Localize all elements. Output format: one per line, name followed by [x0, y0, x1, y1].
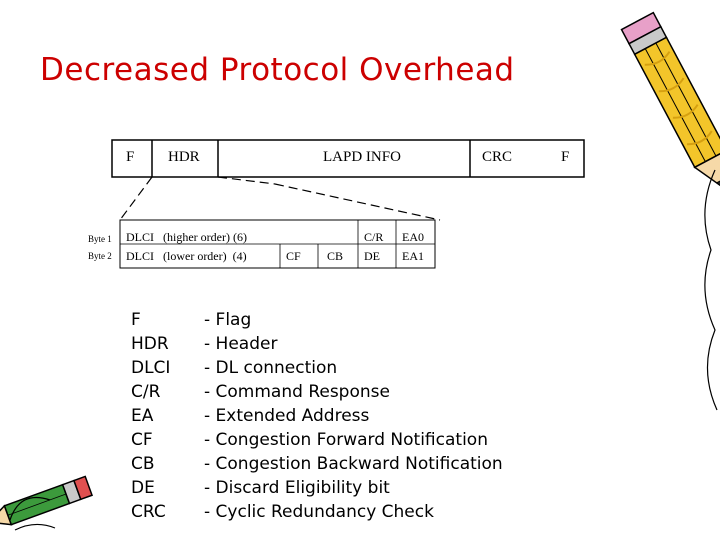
byte2-label: Byte 2 [88, 251, 112, 261]
legend-definition: - Discard Eligibility bit [204, 478, 390, 498]
dlci-high-field: DLCI (higher order) (6) [126, 230, 247, 244]
slide-title: Decreased Protocol Overhead [40, 52, 515, 88]
dlci-low-field: DLCI (lower order) (4) [126, 249, 247, 263]
legend-definition: - Command Response [204, 382, 390, 402]
legend-abbreviations [131, 308, 170, 524]
legend-abbr: DLCI [131, 358, 171, 378]
cr-field: C/R [364, 230, 384, 244]
frame-field-lapd-info: LAPD INFO [323, 149, 401, 165]
legend-definition: - Congestion Forward Notification [204, 430, 488, 450]
legend-definition: - Flag [204, 310, 252, 330]
legend-abbr: CB [131, 454, 155, 474]
legend-definition: - Header [204, 334, 278, 354]
frame-field-f-right: F [561, 149, 570, 165]
ea0-field: EA0 [402, 230, 424, 244]
cb-field: CB [327, 249, 344, 263]
legend-definitions [204, 308, 503, 524]
legend-abbr: HDR [131, 334, 169, 354]
frame-field-f-left: F [126, 149, 135, 165]
cf-field: CF [286, 249, 301, 263]
legend-definition: - DL connection [204, 358, 338, 378]
byte1-label: Byte 1 [88, 234, 112, 244]
de-field: DE [364, 249, 380, 263]
frame-field-crc: CRC [482, 149, 513, 165]
legend-abbr: EA [131, 406, 154, 426]
legend-definition: - Cyclic Redundancy Check [204, 502, 434, 522]
legend-abbr: F [131, 310, 141, 330]
legend-abbr: CF [131, 430, 153, 450]
legend-definition: - Congestion Backward Notification [204, 454, 503, 474]
legend-abbr: CRC [131, 502, 166, 522]
legend-definition: - Extended Address [204, 406, 370, 426]
legend-abbr: C/R [131, 382, 161, 402]
frame-field-hdr: HDR [168, 149, 200, 165]
legend-abbr: DE [131, 478, 155, 498]
ea1-field: EA1 [402, 249, 424, 263]
